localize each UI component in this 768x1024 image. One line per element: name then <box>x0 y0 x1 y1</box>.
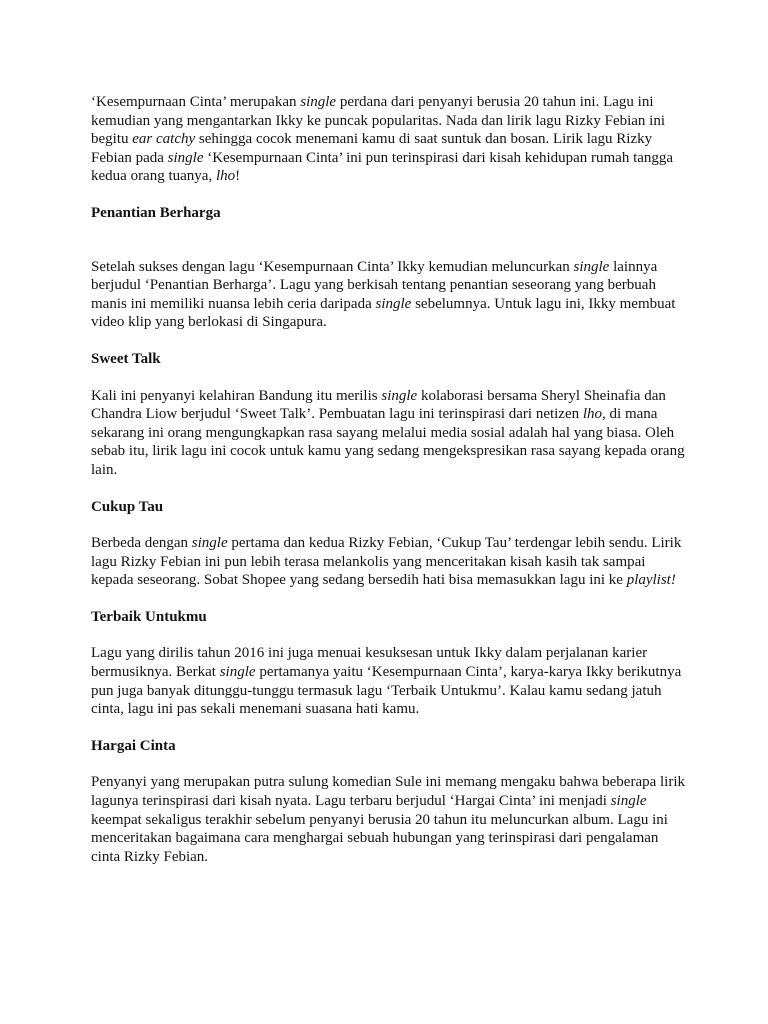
text-run: Lagu yang dirilis tahun 2016 ini juga menuai kesuksesan untuk Ikky dalam perjalanan karier bermusiknya. Berkat <box>91 645 648 681</box>
text-run: lainnya berjudul ‘Penantian Berharga’. Lagu yang berkisah tentang penantian seseorang yang berbuah manis ini memiliki nuansa lebih ceria daripada <box>91 258 658 312</box>
text-run: ‘Kesempurnaan Cinta’ merupakan <box>91 94 301 110</box>
paragraph-sweet-talk <box>91 387 691 480</box>
heading-penantian-berharga: Penantian Berharga <box>91 204 221 221</box>
document-page <box>91 93 691 866</box>
heading-terbaik-untukmu: Terbaik Untukmu <box>91 608 207 625</box>
italic-text-run: lho <box>215 168 236 185</box>
text-run: perdana dari penyanyi berusia 20 tahun ini. Lagu ini kemudian yang mengantarkan Ikky ke puncak popularitas. Nada dan lirik lagu Rizky Febian ini begitu <box>91 94 666 148</box>
italic-text-run: single <box>167 149 204 166</box>
italic-text-run: single <box>610 793 647 810</box>
italic-text-run: single <box>375 295 412 312</box>
italic-text-run: ear catchy <box>132 131 196 148</box>
heading-cukup-tau: Cukup Tau <box>91 498 164 515</box>
heading-sweet-talk: Sweet Talk <box>91 350 161 367</box>
text-run: ! <box>235 168 241 185</box>
text-run: Setelah sukses dengan lagu ‘Kesempurnaan Cinta’ Ikky kemudian meluncurkan <box>91 258 574 275</box>
text-run: di mana sekarang ini orang mengungkapkan rasa sayang melalui media sosial adalah hal yang biasa. Oleh sebab itu, lirik lagu ini cocok untuk kamu yang sedang mengekspresikan rasa sayang kepada orang lain. <box>91 406 685 478</box>
italic-text-run: playlist! <box>626 572 676 589</box>
italic-text-run: single <box>219 664 256 681</box>
text-run: Berbeda dengan <box>91 535 192 552</box>
italic-text-run: single <box>573 258 610 275</box>
italic-text-run: single <box>300 94 337 110</box>
text-run: Penyanyi yang merupakan putra sulung komedian Sule ini memang mengaku bahwa beberapa lirik lagunya terinspirasi dari kisah nyata. Lagu terbaru berjudul ‘Hargai Cinta’ ini menjadi <box>91 774 686 810</box>
italic-text-run: single <box>191 535 228 552</box>
text-run: ‘Kesempurnaan Cinta’ ini pun terinspirasi dari kisah kehidupan rumah tangga kedua orang tuanya, <box>91 149 674 185</box>
text-run: sebelumnya. Untuk lagu ini, Ikky membuat video klip yang berlokasi di Singapura. <box>91 295 676 331</box>
text-run: Kali ini penyanyi kelahiran Bandung itu merilis <box>91 387 382 404</box>
paragraph-cukup-tau <box>91 534 691 590</box>
text-run: pertamanya yaitu ‘Kesempurnaan Cinta’, karya-karya Ikky berikutnya pun juga banyak ditunggu-tunggu termasuk lagu ‘Terbaik Untukmu’. Kalau kamu sedang jatuh cinta, lagu ini pas sekali menemani suasana hati kamu. <box>91 664 682 718</box>
text-run: sehingga cocok menemani kamu di saat suntuk dan bosan. Lirik lagu Rizky Febian pada <box>91 131 653 166</box>
text-run: keempat sekaligus terakhir sebelum penyanyi berusia 20 tahun itu meluncurkan album. Lagu ini menceritakan bagaimana cara menghargai sebuah hubungan yang terinspirasi dari pengalaman cinta Rizky Febian. <box>91 811 668 865</box>
text-run: pertama dan kedua Rizky Febian, ‘Cukup Tau’ terdengar lebih sendu. Lirik lagu Rizky Febian ini pun lebih terasa melankolis yang menceritakan kisah kasih tak sampai kepada seseorang. Sobat Shopee yang sedang bersedih hati bisa memasukkan lagu ini ke <box>91 535 682 589</box>
text-run: kolaborasi bersama Sheryl Sheinafia dan Chandra Liow berjudul ‘Sweet Talk’. Pembuatan lagu ini terinspirasi dari netizen <box>91 387 666 423</box>
italic-text-run: single <box>381 387 418 404</box>
paragraph-penantian-berharga <box>91 258 691 332</box>
paragraph-kesempurnaan-cinta <box>91 93 691 186</box>
paragraph-terbaik-untukmu <box>91 644 691 718</box>
italic-text-run: lho, <box>582 406 606 423</box>
paragraph-hargai-cinta <box>91 773 691 866</box>
heading-hargai-cinta: Hargai Cinta <box>91 737 176 754</box>
